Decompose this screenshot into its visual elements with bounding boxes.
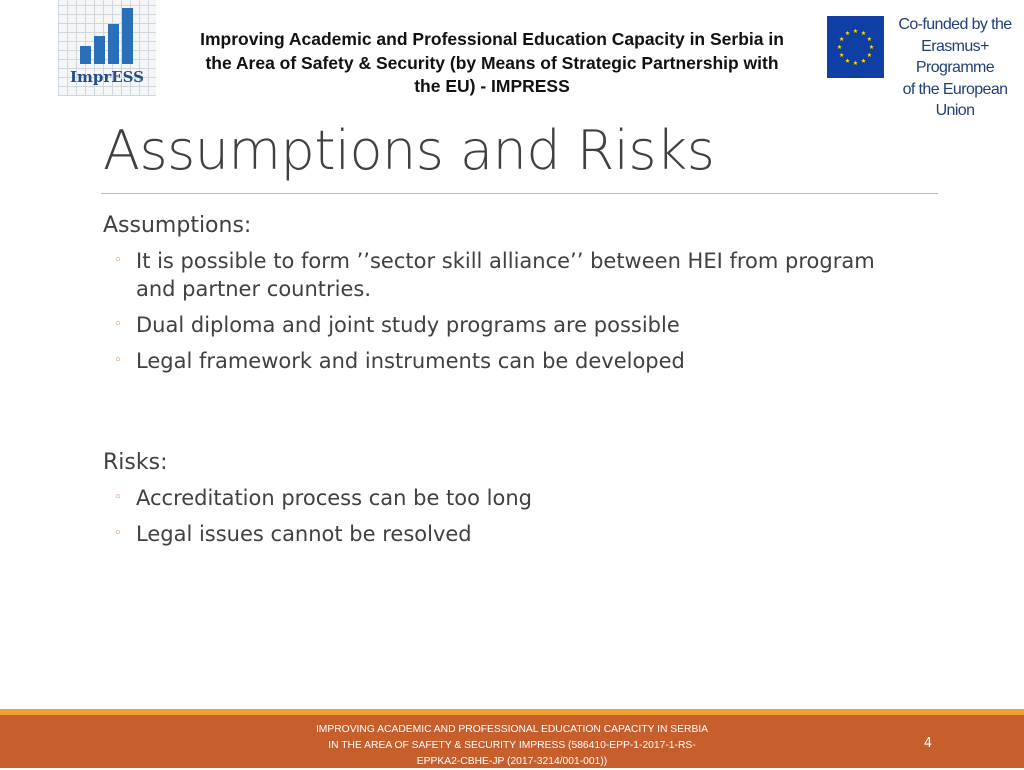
assumption-item [114, 311, 914, 339]
eu-cofunding-label [890, 14, 1020, 122]
eu-star-icon [839, 37, 844, 41]
risks-heading: Risks: [103, 450, 168, 475]
eu-star-icon [853, 29, 858, 33]
assumptions-heading: Assumptions: [103, 213, 252, 238]
bullet-icon: ◦ [114, 526, 122, 541]
eu-star-icon [845, 58, 850, 62]
eu-line-2: Erasmus+ Programme [915, 37, 995, 76]
footer-bar [0, 715, 1024, 768]
bullet-icon: ◦ [114, 490, 122, 505]
impress-logo [58, 0, 156, 96]
risk-item [114, 520, 914, 548]
risk-text: Legal issues cannot be resolved [136, 522, 472, 546]
eu-star-icon [853, 61, 858, 65]
assumption-text: It is possible to form ’’sector skill alliance’’ between HEI from program and partner countries. [136, 249, 875, 301]
title-divider [101, 193, 938, 194]
eu-star-icon [869, 45, 874, 49]
eu-star-icon [867, 53, 872, 57]
assumption-item [114, 347, 914, 375]
eu-star-icon [845, 31, 850, 35]
eu-star-icon [861, 31, 866, 35]
page-number: 4 [923, 736, 933, 751]
logo-text: ImprESS [69, 68, 145, 86]
slide-title: Assumptions and Risks [103, 119, 715, 182]
bullet-icon: ◦ [114, 317, 122, 332]
eu-line-1: Co-funded by the [898, 16, 1012, 33]
eu-flag-icon [827, 16, 884, 78]
bullet-icon: ◦ [114, 253, 122, 268]
assumption-text: Legal framework and instruments can be developed [136, 349, 685, 373]
risk-item [114, 484, 914, 512]
assumption-text: Dual diploma and joint study programs are possible [136, 313, 680, 337]
footer-text: IMPROVING ACADEMIC AND PROFESSIONAL EDUCATION CAPACITY IN SERBIA IN THE AREA OF SAFETY & SECURITY IMPRESS (586410-EPP-1-2017-1-RS-EPPKA2-CBHE-JP (2017-3214/001-001)) [315, 724, 709, 767]
eu-star-icon [837, 45, 842, 49]
project-title: Improving Academic and Professional Education Capacity in Serbia in the Area of Safety & Security (by Means of Strategic Partnership with the EU) - IMPRESS [200, 29, 784, 96]
assumption-item [114, 247, 914, 303]
bullet-icon: ◦ [114, 353, 122, 368]
risk-text: Accreditation process can be too long [136, 486, 532, 510]
eu-star-icon [861, 58, 866, 62]
eu-star-icon [867, 37, 872, 41]
eu-star-icon [839, 53, 844, 57]
eu-line-3: of the European Union [902, 80, 1008, 119]
bar-chart-icon [76, 6, 138, 64]
